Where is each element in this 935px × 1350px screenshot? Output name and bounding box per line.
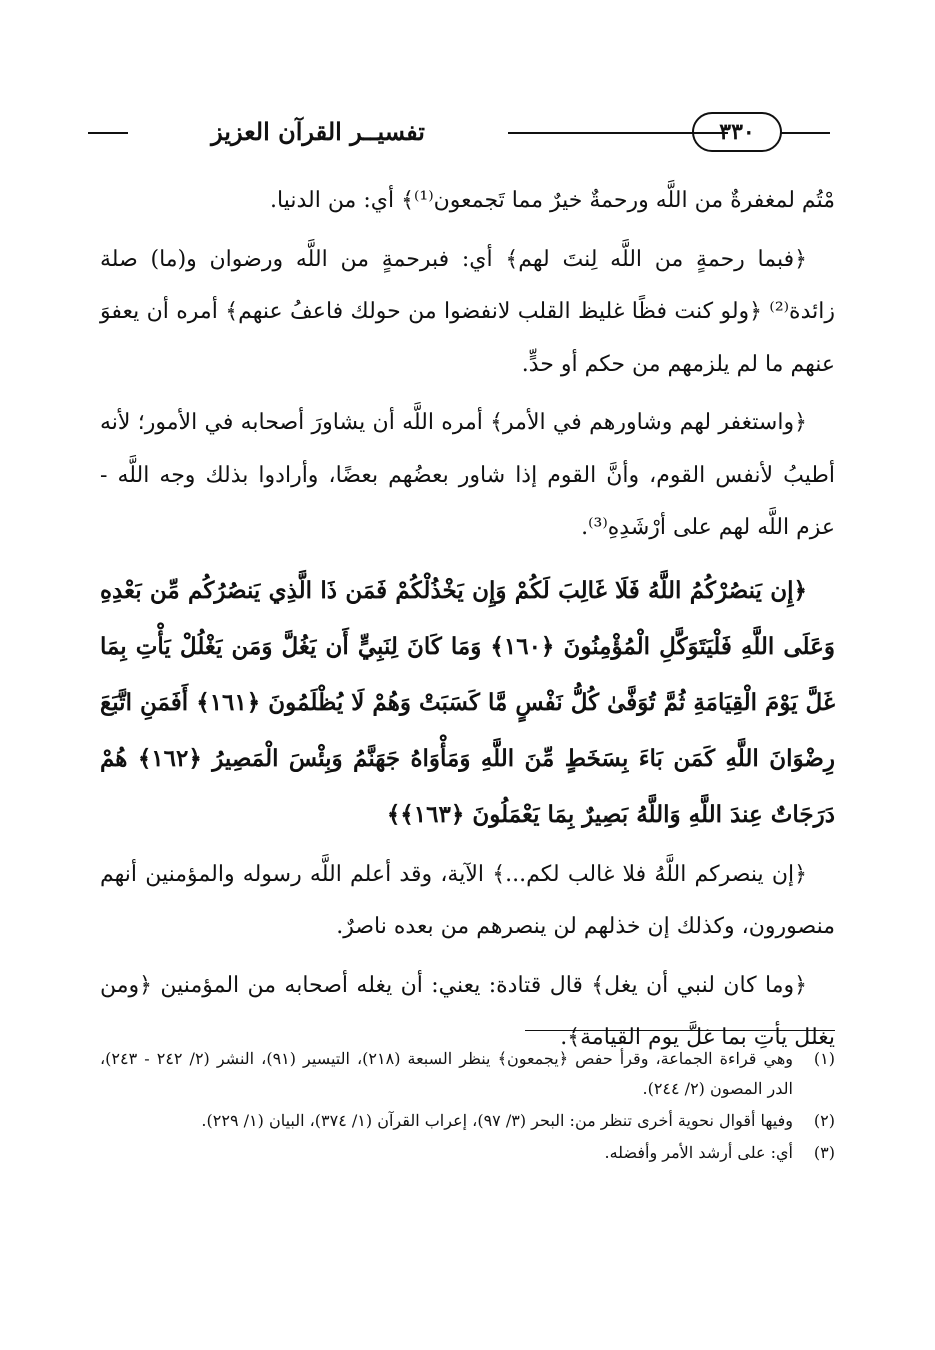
footnote-text: وفيها أقوال نحوية أخرى تنظر من: البحر (٣/ ٩٧)، إعراب القرآن (١/ ٣٧٤)، البيان (١/ ٢٢٩).: [201, 1111, 793, 1130]
page-number: ٣٣٠: [692, 112, 782, 152]
running-title: تفسيــر القرآن العزيز: [211, 117, 425, 146]
page-header: [88, 110, 833, 154]
footnote-number: (١): [813, 1049, 835, 1068]
paragraph-4: ﴿إن ينصركم اللَّهُ فلا غالب لكم...﴾ الآية، وقد أعلم اللَّه رسوله والمؤمنين أنهم منصورون، وكذلك إن خذلهم لن ينصرهم من بعده ناصرٌ.: [100, 861, 835, 939]
header-rule-left: [88, 132, 128, 134]
paragraph-5: ﴿وما كان لنبي أن يغل﴾ قال قتادة: يعني: أن يغله أصحابه من المؤمنين ﴿ومن يغلل يأتِ بما غلَّ يوم القيامة﴾.: [100, 972, 835, 1050]
footnote-2: [100, 1106, 835, 1136]
quran-verses: ﴿إِن يَنصُرْكُمُ اللَّهُ فَلَا غَالِبَ لَكُمْ وَإِن يَخْذُلْكُمْ فَمَن ذَا الَّذِي يَنصُرُكُم مِّن بَعْدِهِ وَعَلَى اللَّهِ فَلْيَتَوَكَّلِ الْمُؤْمِنُونَ ﴿١٦٠﴾ وَمَا كَانَ لِنَبِيٍّ أَن يَغُلَّ وَمَن يَغْلُلْ يَأْتِ بِمَا غَلَّ يَوْمَ الْقِيَامَةِ ثُمَّ تُوَفَّىٰ كُلُّ نَفْسٍ مَّا كَسَبَتْ وَهُمْ لَا يُظْلَمُونَ ﴿١٦١﴾ أَفَمَنِ اتَّبَعَ رِضْوَانَ اللَّهِ كَمَن بَاءَ بِسَخَطٍ مِّنَ اللَّهِ وَمَأْوَاهُ جَهَنَّمُ وَبِئْسَ الْمَصِيرُ ﴿١٦٢﴾ هُمْ دَرَجَاتٌ عِندَ اللَّهِ وَاللَّهُ بَصِيرٌ بِمَا يَعْمَلُونَ ﴿١٦٣﴾﴾: [100, 576, 836, 828]
footnote-text: أي: على أرشد الأمر وأفضله.: [604, 1143, 793, 1162]
header-rule-right: [780, 132, 830, 134]
main-text: [100, 175, 835, 1065]
footnotes: [100, 1044, 835, 1170]
footnote-text: وهي قراءة الجماعة، وقرأ حفص ﴿يجمعون﴾ ينظر السبعة (٢١٨)، التيسير (٩١)، النشر (٢/ ٢٤٢ - ٢٤٣)، الدر المصون (٢/ ٢٤٤).: [100, 1049, 793, 1098]
footnote-1: [100, 1044, 835, 1104]
footnote-number: (٢): [813, 1111, 835, 1130]
footnote-number: (٣): [813, 1143, 835, 1162]
paragraph-1: مْتُم لمغفرةٌ من اللَّه ورحمةٌ خيرٌ مما تَجمعون⁽¹⁾﴾ أي: من الدنيا.: [270, 188, 835, 213]
footnote-separator: [525, 1030, 835, 1031]
paragraph-3: ﴿واستغفر لهم وشاورهم في الأمر﴾ أمره اللَّه أن يشاورَ أصحابه في الأمور؛ لأنه أطيبُ لأنفس القوم، وأنَّ القوم إذا شاور بعضُهم بعضًا، وأرادوا بذلك وجه اللَّه - عزم اللَّه لهم على أرْشَدِهِ⁽³⁾.: [100, 410, 835, 540]
footnote-3: [100, 1138, 835, 1168]
paragraph-2: ﴿فبما رحمةٍ من اللَّه لِنتَ لهم﴾ أي: فبرحمةٍ من اللَّه ورضوان و(ما) صلة زائدة⁽²⁾ ﴿ولو كنت فظًا غليظ القلب لانفضوا من حولك فاعفُ عنهم﴾ أمره أن يعفوَ عنهم ما لم يلزمهم من حكم أو حدٍّ.: [100, 246, 835, 377]
